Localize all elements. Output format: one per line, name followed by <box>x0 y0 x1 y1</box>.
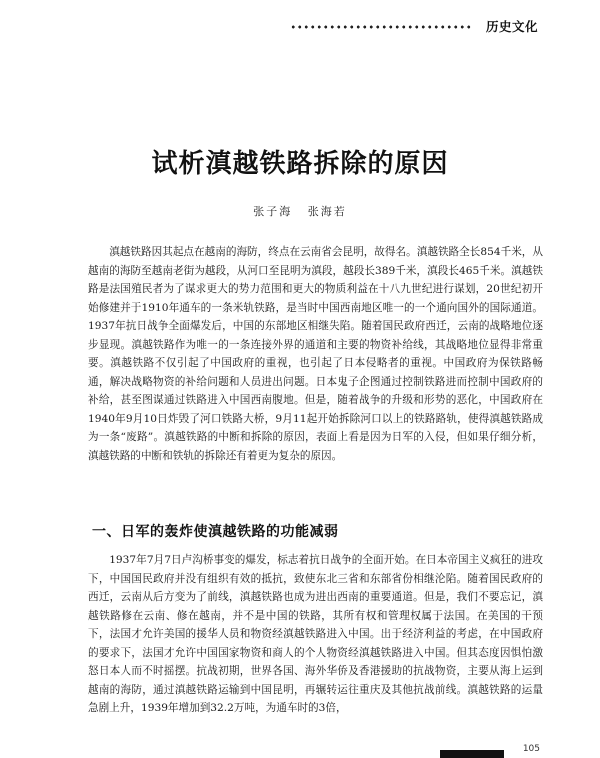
section-paragraph-block <box>88 551 543 718</box>
intro-paragraph: 滇越铁路因其起点在越南的海防，终点在云南省会昆明，故得名。滇越铁路全长854千米，从越南的海防至越南老街为越段，从河口至昆明为滇段，越段长389千米，滇段长465千米。滇越铁路是法国殖民者为了谋求更大的势力范围和更大的物质利益在十八九世纪进行谋划，20世纪初开始修建并于1910年通车的一条米轨铁路，是当时中国西南地区唯一的一个通向国外的国际通道。1937年抗日战争全面爆发后，中国的东部地区相继失陷。随着国民政府西迁，云南的战略地位逐步显现。滇越铁路作为唯一的一条连接外界的通道和主要的物资补给线，其战略地位显得非常重要。滇越铁路不仅引起了中国政府的重视，也引起了日本侵略者的重视。中国政府为保铁路畅通，解决战略物资的补给问题和人员进出问题。日本鬼子企图通过控制铁路进而控制中国政府的补给，甚至图谋通过铁路进入中国西南腹地。但是，随着战争的升级和形势的恶化，中国政府在1940年9月10日炸毁了河口铁路大桥，9月11起开始拆除河口以上的铁路路轨，使得滇越铁路成为一条“废路”。滇越铁路的中断和拆除的原因，表面上看是因为日军的入侵，但如果仔细分析，滇越铁路的中断和铁轨的拆除还有着更为复杂的原因。 <box>88 246 543 462</box>
article-title: 试析滇越铁路拆除的原因 <box>151 149 449 180</box>
intro-paragraph-block <box>88 243 543 465</box>
page-number: 105 <box>522 744 540 754</box>
section-heading: 一、日军的轰炸使滇越铁路的功能减弱 <box>92 524 339 540</box>
footer-bar <box>440 750 504 758</box>
header-dotted-rule <box>290 24 472 30</box>
section-paragraph: 1937年7月7日卢沟桥事变的爆发，标志着抗日战争的全面开始。在日本帝国主义疯狂的进攻下，中国国民政府并没有组织有效的抵抗，致使东北三省和东部省份相继沦陷。随着国民政府的西迁，云南从后方变为了前线，滇越铁路也成为进出西南的重要通道。但是，我们不要忘记，滇越铁路修在云南、修在越南，并不是中国的铁路，其所有权和管理权属于法国。在美国的干预下，法国才允许美国的援华人员和物资经滇越铁路进入中国。出于经济利益的考虑，在中国政府的要求下，法国才允许中国国家物资和商人的个人物资经滇越铁路进入中国。但其态度因惧怕激怒日本人而不时摇摆。抗战初期，世界各国、海外华侨及香港援助的抗战物资，主要从海上运到越南的海防，通过滇越铁路运输到中国昆明，再辗转运往重庆及其他抗战前线。滇越铁路的运量急剧上升，1939年增加到32.2万吨，为通车时的3倍， <box>88 554 543 714</box>
article-authors: 张子海 张海若 <box>253 205 347 218</box>
section-tag: 历史文化 <box>485 19 538 34</box>
